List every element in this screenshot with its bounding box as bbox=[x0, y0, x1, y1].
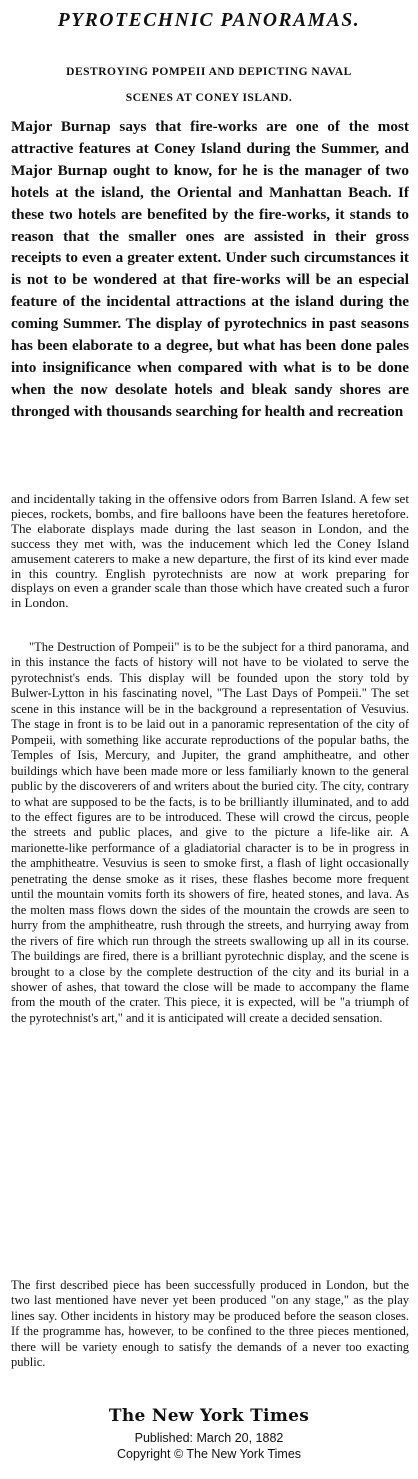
headline: PYROTECHNIC PANORAMAS. bbox=[57, 10, 361, 31]
body-paragraph-4: The first described piece has been successfully produced in London, but the two last mentioned have never yet been produced "on any stage," as the play lines say. Other incidents in history may be produced before the season closes. If the programme has, however, to be confined to the three pieces mentioned, there will be variety enough to satisfy the demands of a never too exacting public. bbox=[11, 1278, 409, 1370]
subheadline-line-2: SCENES AT CONEY ISLAND. bbox=[125, 92, 293, 104]
newspaper-masthead: The New York Times bbox=[108, 1406, 310, 1426]
subheadline-line-1: DESTROYING POMPEII AND DEPICTING NAVAL bbox=[66, 66, 352, 78]
published-date: Published: March 20, 1882 bbox=[134, 1431, 284, 1445]
footer bbox=[0, 1402, 418, 1462]
body-paragraph-2: and incidentally taking in the offensive odors from Barren Island. A few set pieces, rockets, bombs, and fire balloons have been the features heretofore. The elaborate displays made during the last season in London, and the success they met with, was the inducement which led the Coney Island amusement caterers to make a new departure, the first of its kind ever made in this country. English pyrotechnists are now at work preparing for displays on even a grander scale than those which have created such a furor in London. bbox=[11, 491, 409, 611]
lead-paragraph-text: Major Burnap says that fire-works are one of the most attractive features at Coney Island during the Summer, and Major Burnap ought to know, for he is the manager of two hotels at the island, the Oriental and Manhattan Beach. If these two hotels are benefited by the fire-works, it stands to reason that the smaller ones are assisted in their gross receipts to even a greater extent. Under such circumstances it is not to be wondered at that fire-works will be an especial feature of the incidental attractions at the island during the coming Summer. The display of pyrotechnics in past seasons has been elaborate to a degree, but what has been done pales into insignificance when compared with what is to be done when the now desolate hotels and bleak sandy shores are thronged with thousands searching for health and recreation bbox=[11, 118, 409, 420]
copyright-notice: Copyright © The New York Times bbox=[116, 1447, 302, 1461]
body-paragraph-3: "The Destruction of Pompeii" is to be the subject for a third panorama, and in this instance the facts of history will not have to be violated to serve the pyrotechnist's ends. This display will be founded upon the story told by Bulwer-Lytton in his fascinating novel, "The Last Days of Pompeii." The set scene in this instance will be in the background a representation of Vesuvius. The stage in front is to be laid out in a panoramic representation of the city of Pompeii, with something like accurate reproductions of the popular baths, the Temples of Isis, Mercury, and Jupiter, the grand amphitheatre, and other buildings which have been made more or less familiarly known to the general public by the discoverers of and writers about the buried city. The city, contrary to what are supposed to be the facts, is to be brilliantly illuminated, and to add to the effect figures are to be introduced. These will crowd the circus, people the streets and public places, and give to the picture a life-like air. A marionette-like performance of a gladiatorial character is to be in progress in the amphitheatre. Vesuvius is seen to smoke first, a flash of light occasionally penetrating the dense smoke as it rises, these flashes become more frequent until the mountain vomits forth its showers of fire, heated stones, and lava. As the molten mass flows down the sides of the mountain the crowds are seen to hurry from the amphitheatre, rush through the streets, and hurrying away from the rivers of fire which run through the streets swallowing up all in its course. The buildings are fired, there is a brilliant pyrotechnic display, and the scene is brought to a close by the complete destruction of the city and its burial in a shower of ashes, that toward the close will be made to accompany the flame from the mouth of the crater. This piece, it is expected, will be "a triumph of the pyrotechnist's art," and it is anticipated will create a decided sensation. bbox=[11, 640, 409, 1025]
lead-paragraph bbox=[11, 116, 409, 423]
